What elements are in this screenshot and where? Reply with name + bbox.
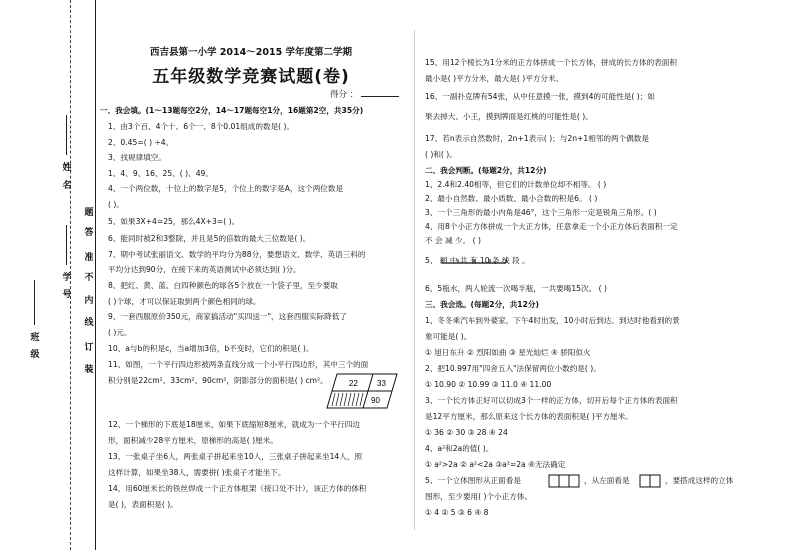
question-line: 5、 图 中 共 有 10 条 线 段 。 (425, 256, 530, 265)
seal-char-2: 答 (84, 228, 94, 238)
question-line: ，要搭成这样的立体 (665, 476, 734, 485)
question-line: 3、一个长方体正好可以切成3个一样的正方体，切开后每个正方体的表面积 (425, 396, 678, 405)
question-line: ( )。 (108, 200, 124, 209)
question-line: 6、能同时被2和3整除，并且是5的倍数的最大三位数是( )。 (108, 234, 311, 243)
question-line: 是( )，表面积是( )。 (108, 500, 178, 509)
binding-rule (95, 0, 96, 550)
question-line: 2、把10.997用"四舍五入"法保留两位小数约是( )。 (425, 364, 601, 373)
question-line: 4、一个两位数，十位上的数字是5，个位上的数字是A，这个两位数是 (108, 184, 344, 193)
question-line: 4、a²和2a的值( )。 (425, 444, 494, 453)
question-line: ( )个球，才可以保证取到两个颜色相同的球。 (108, 297, 261, 306)
figure-label-a: 22 (349, 379, 358, 388)
figure-label-c: 90 (371, 396, 380, 405)
question-line: 7、期中考试张丽语文、数学的平均分为88分，要想语文、数学、英语三科的 (108, 250, 366, 259)
school-term: 西吉县第一小学 2014～2015 学年度第二学期 (150, 47, 352, 58)
seal-char-8: 装 (84, 365, 94, 375)
question-line: 14、用60厘米长的铁丝焊成一个正方体框架（接口处不计），该正方体的体积 (108, 484, 367, 493)
question-line: 9、一套西服原价350元，商家搞活动"买四送一"，这套西服实际降低了 (108, 312, 347, 321)
score-label: 得分 (330, 90, 348, 100)
question-line: 2、最小自然数、最小质数、最小合数的积是6。 ( ) (425, 194, 598, 203)
question-line: 12、一个梯形的下底是18厘米，如果下底缩短8厘米，就成为一个平行四边 (108, 420, 360, 429)
question-line: 不 会 减 少。 ( ) (425, 236, 481, 245)
parallelogram-figure (325, 372, 399, 410)
option-line: ① 4 ② 5 ③ 6 ④ 8 (425, 508, 489, 517)
seal-char-5: 内 (84, 296, 94, 306)
left-view-figure (639, 474, 663, 488)
front-view-figure (548, 474, 582, 488)
question-line: 1、冬冬乘汽车到外婆家，下午4时出发，10小时后到达。到达时他看到的景 (425, 316, 680, 325)
figure-label-b: 33 (377, 379, 386, 388)
question-line: 17、若n表示自然数时，2n+1表示( )；与2n+1相邻的两个偶数是 (425, 134, 649, 143)
question-line: 图形，至少要用( )个小正方体。 (425, 492, 533, 501)
question-line: 1、由3个百、4个十、6个一、8个0.01组成的数是( )。 (108, 122, 295, 131)
question-line: 6、5瓶水，两人轮流一次喝半瓶，一共要喝15次。 ( ) (425, 284, 607, 293)
score-blank[interactable] (361, 96, 399, 97)
question-line: 2、0.45=( ) ÷4。 (108, 138, 174, 147)
question-line: 5、如果3X+4=25，那么4X+3=( )。 (108, 217, 240, 226)
question-line: 这样计算，如果坐38人，需要拼( )张桌子才能坐下。 (108, 468, 286, 477)
option-line: ① 旭日东升 ② 烈阳如曲 ③ 星光灿烂 ④ 骄阳似火 (425, 348, 591, 357)
question-line: 3、找规律填空。 (108, 153, 166, 162)
question-line: 16、一副扑克牌有54张，从中任意摸一张，摸到4的可能性是( )；如 (425, 92, 655, 101)
number-label: 学 (62, 273, 72, 283)
question-line: 1、4、9、16、25、( )、49。 (108, 169, 213, 178)
question-line: 10、a与b的积是c，当a增加3倍，b不变时，它们的积是( )。 (108, 344, 314, 353)
question-line: 4、用8个小正方体拼成一个大正方体，任意拿走一个小正方体后表面积一定 (425, 222, 678, 231)
number-blank[interactable] (66, 225, 67, 265)
class-blank[interactable] (34, 280, 35, 325)
score-field[interactable]: 得分 ： (330, 88, 399, 100)
question-line: ( )元。 (108, 328, 132, 337)
section-fill: 一、我会填。(1～13题每空2分，14～17题每空1分，16题第2空，共35分) (100, 106, 364, 115)
question-line: 象可能是( )。 (425, 332, 472, 341)
question-line: 是12平方厘米，那么原来这个长方体的表面积是( )平方厘米。 (425, 412, 633, 421)
name-blank[interactable] (66, 115, 67, 155)
exam-title: 五年级数学竞赛试题(卷) (152, 67, 350, 87)
option-line: ① a²>2a ② a²<2a ③a²=2a ④无法确定 (425, 460, 566, 469)
question-line: 11、如图，一个平行四边形被两条直线分成一个小平行四边形，其中三个的面 (108, 360, 369, 369)
question-line: 8、把红、黄、蓝、白四种颜色的球各5个放在一个袋子里，至少要取 (108, 281, 338, 290)
question-line: 5、一个立体图形从正面看是 (425, 476, 521, 485)
seal-char-3: 准 (84, 253, 94, 263)
class-label: 班 (30, 333, 40, 343)
question-line: 3、一个三角形的最小内角是46°，这个三角形一定是锐角三角形。( ) (425, 208, 657, 217)
seal-char-6: 线 (84, 318, 94, 328)
section-judge: 二、我会判断。(每题2分，共12分) (425, 166, 547, 175)
question-line: 平均分达到90分，在接下来的英语测试中必须达到( )分。 (108, 265, 301, 274)
seal-char-4: 不 (84, 273, 94, 283)
question-line: 1、2.4和2.40相等，但它们的计数单位却不相等。 ( ) (425, 180, 607, 189)
question-line: ( )和( )。 (425, 150, 457, 159)
option-line: ① 36 ② 30 ③ 28 ④ 24 (425, 428, 508, 437)
name-label: 姓 (62, 163, 72, 173)
seal-char-1: 题 (84, 208, 94, 218)
section-choose: 三、我会选。(每题2分，共12分) (425, 300, 539, 309)
question-line: 积分别是22cm²、33cm²、90cm²，阴影部分的面积是( ) cm²。 (108, 376, 328, 385)
question-line: 果去掉大、小王，摸到牌面是红桃的可能性是( )。 (425, 112, 593, 121)
question-line: 最小是( )平方分米，最大是( )平方分米。 (425, 74, 564, 83)
seal-char-7: 订 (84, 343, 94, 353)
question-line: 13、一张桌子坐6人，两张桌子拼起来坐10人，三张桌子拼起来坐14人，照 (108, 452, 363, 461)
question-line: ，从左面看是 (584, 476, 630, 485)
question-line: 15、用12个棱长为1分米的正方体拼成一个长方体，拼成的长方体的表面积 (425, 58, 677, 67)
question-line: 形，面积减少28平方厘米，原梯形的高是( )厘米。 (108, 436, 278, 445)
column-divider (414, 30, 415, 530)
option-line: ① 10.90 ② 10.99 ③ 11.0 ④ 11.00 (425, 380, 552, 389)
